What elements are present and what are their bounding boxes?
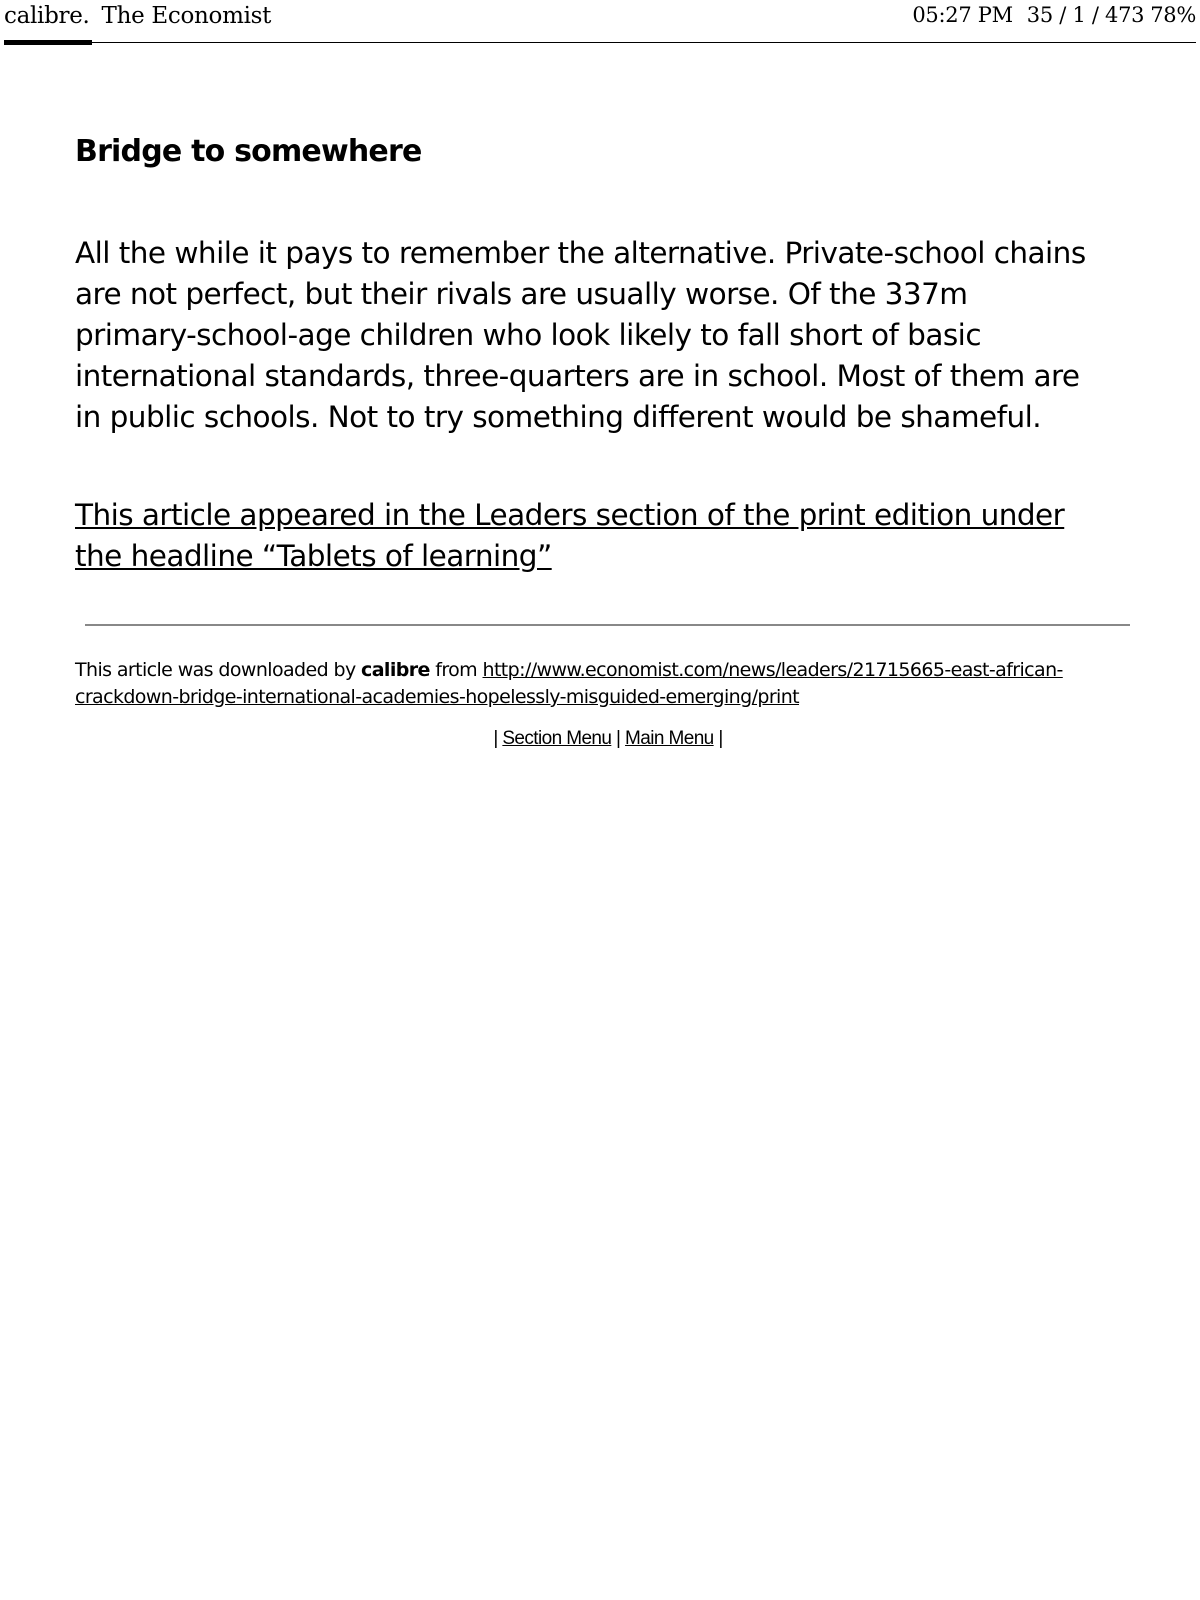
- app-name: calibre.: [4, 3, 90, 29]
- article-headline: Bridge to somewhere: [75, 134, 422, 169]
- source-url-link[interactable]: http://www.economist.com/news/leaders/21715665-east-african-crackdown-bridge-international-academies-hopelessly-misguided-emerging/print: [75, 659, 1063, 708]
- article-navigation: [0, 728, 1200, 750]
- credit-tool: calibre: [361, 659, 430, 681]
- reader-status-bar: [4, 0, 1196, 44]
- nav-separator: |: [611, 728, 626, 749]
- nav-separator: |: [713, 728, 723, 749]
- page-info: 35 / 1 / 473: [1026, 3, 1145, 27]
- clock: 05:27 PM: [912, 3, 1013, 27]
- reading-progress-bar: [4, 42, 1196, 43]
- print-edition-link[interactable]: This article appeared in the Leaders section of the print edition under the headline “Tablets of learning”: [75, 498, 1065, 573]
- status-indicators: [912, 3, 1196, 27]
- main-menu-link[interactable]: Main Menu: [625, 728, 714, 749]
- article-content: [75, 132, 1135, 577]
- reading-progress-fill: [4, 40, 92, 45]
- article-paragraph: All the while it pays to remember the alternative. Private-school chains are not perfect, but their rivals are usually worse. Of the 337m primary-school-age children who look likely to fall short of basic international standards, three-quarters are in school. Most of them are in public schools. Not to try something different would be shameful.: [75, 236, 1086, 434]
- nav-separator: |: [493, 728, 503, 749]
- credit-prefix: This article was downloaded by: [75, 659, 362, 681]
- divider: [85, 624, 1130, 626]
- book-header: [4, 3, 271, 29]
- section-menu-link[interactable]: Section Menu: [502, 728, 612, 749]
- download-credit: [75, 657, 1125, 711]
- book-title: The Economist: [101, 3, 272, 29]
- battery-level: 78%: [1150, 3, 1196, 27]
- credit-from: from: [429, 659, 483, 681]
